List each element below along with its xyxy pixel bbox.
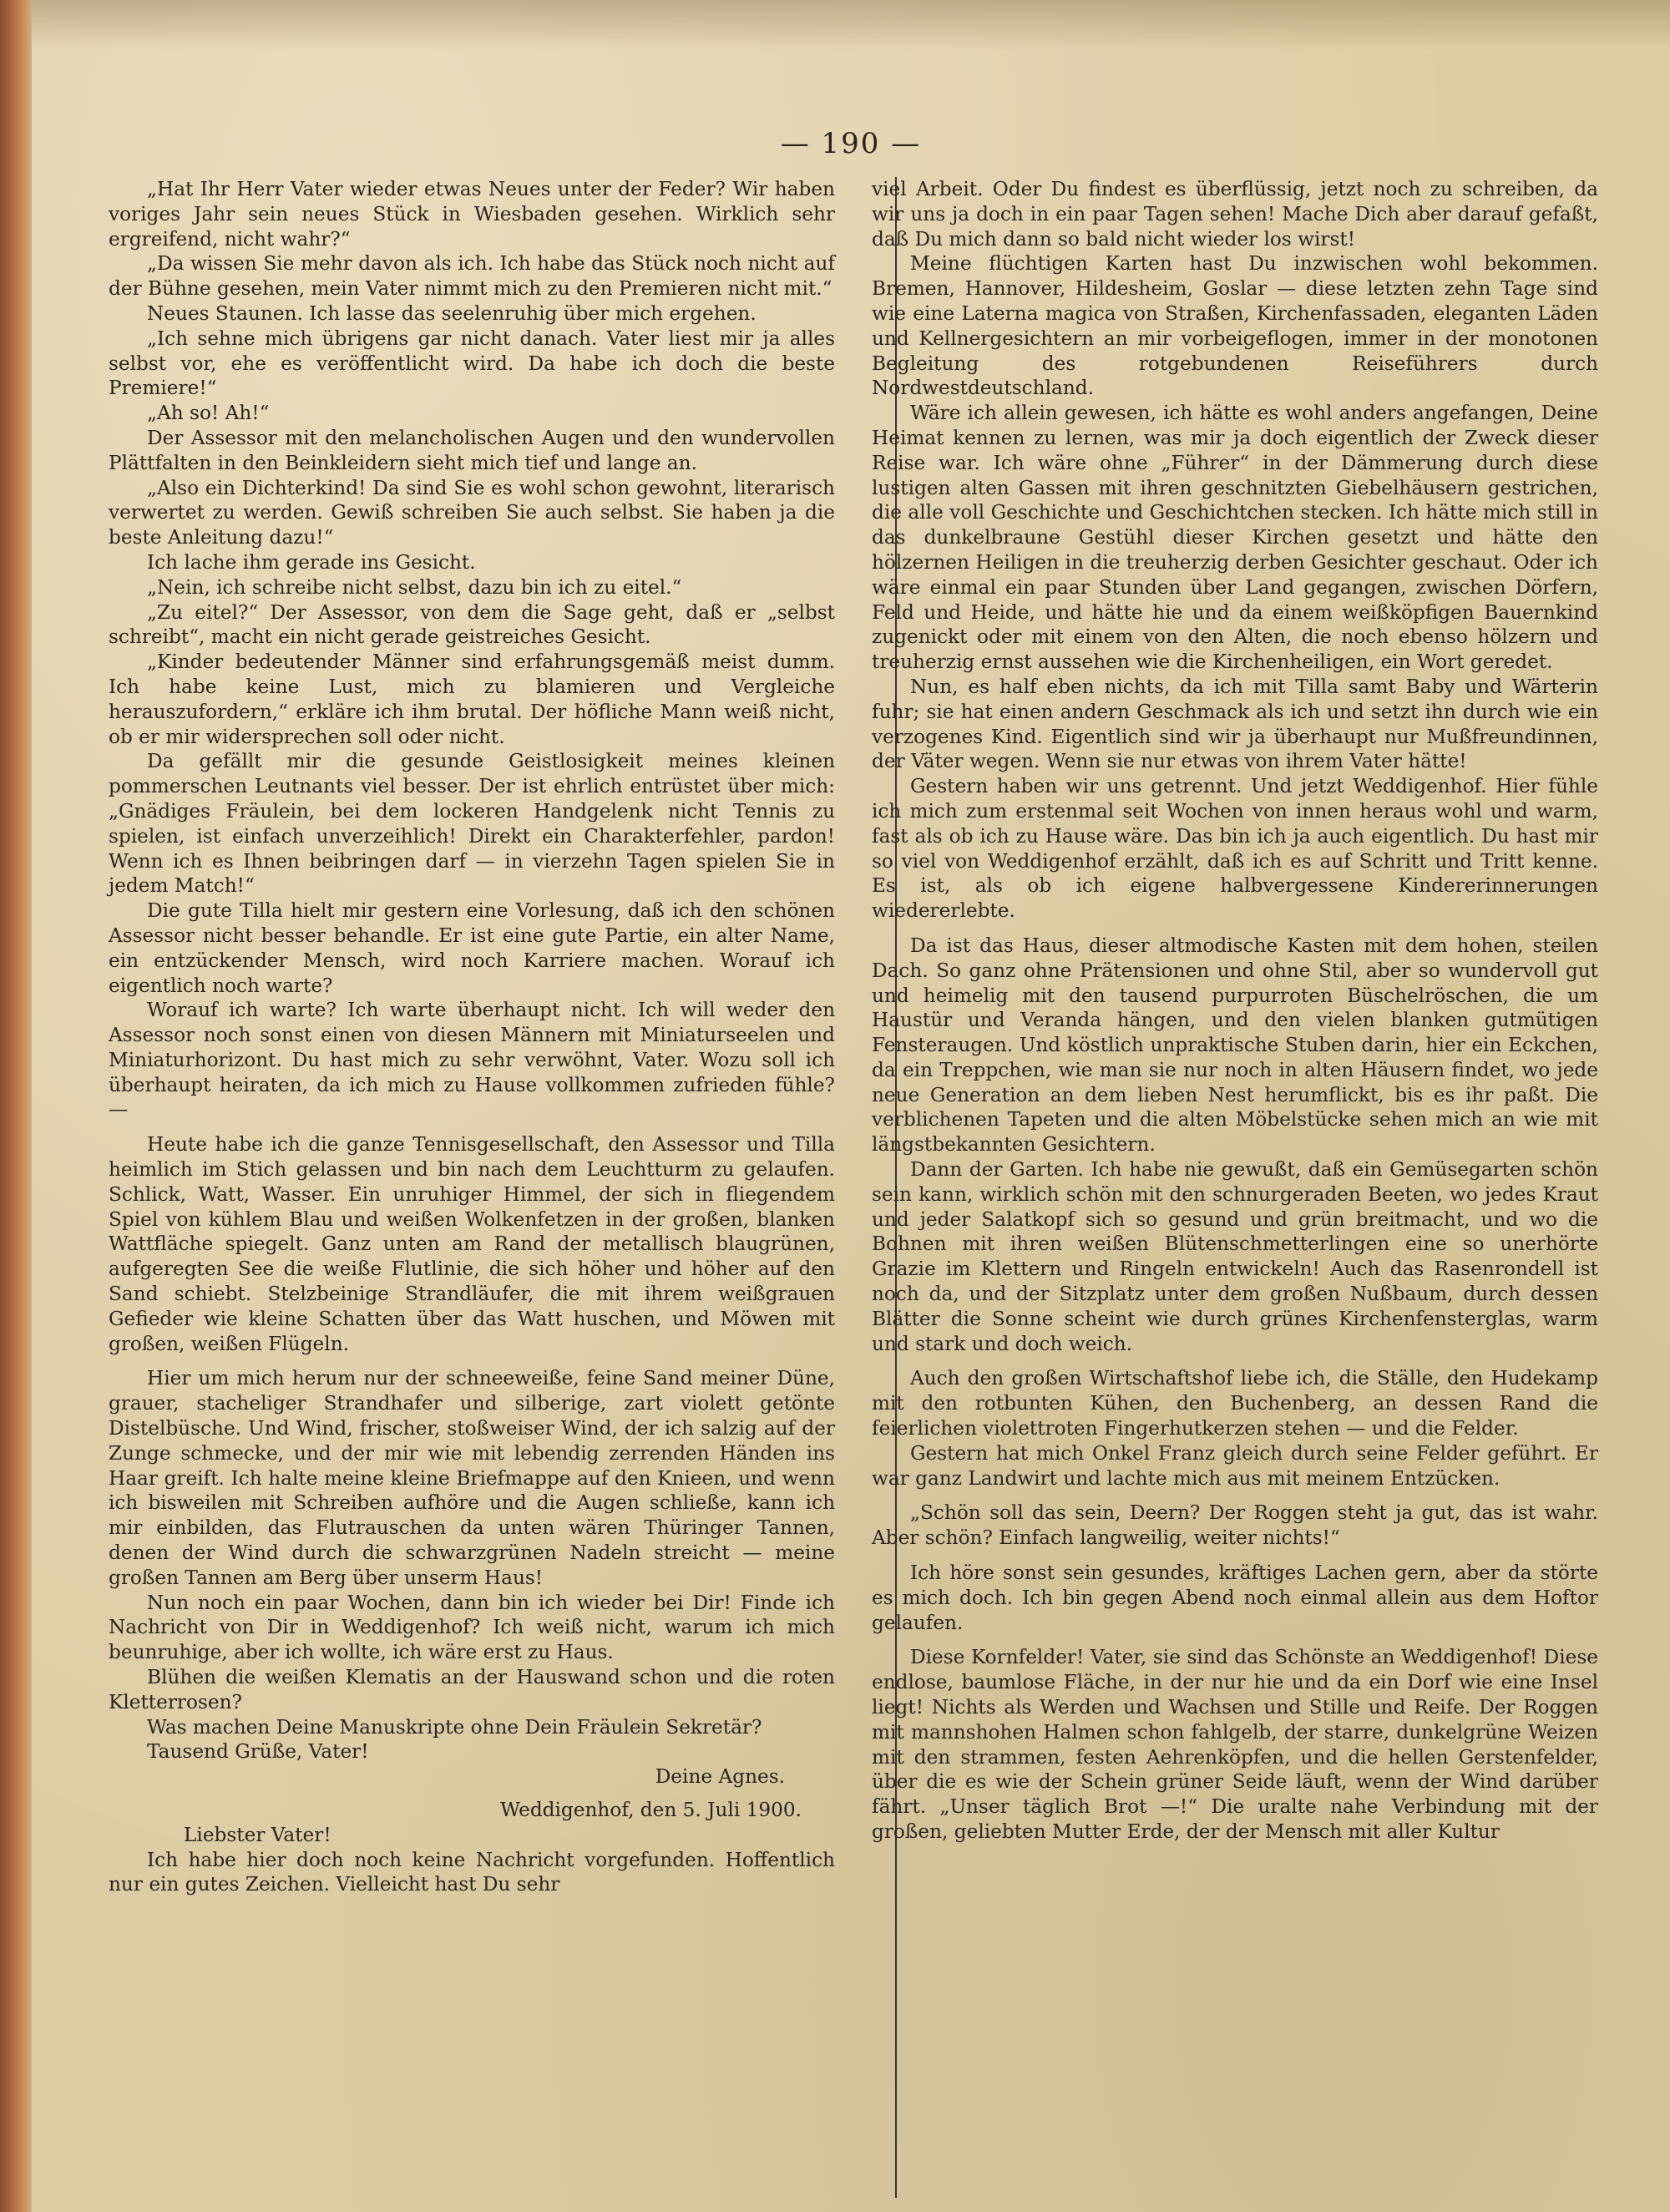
left-column-paragraph: Worauf ich warte? Ich warte überhaupt nicht. Ich will weder den Assessor noch sonst einen von diesen Männern mit Miniaturseelen und Miniaturhorizont. Du hast mich zu sehr verwöhnt, Vater. Wozu soll ich überhaupt heiraten, da ich mich zu Hause vollkommen zufrieden fühle? — — [109, 999, 835, 1121]
right-column-paragraph: Gestern hat mich Onkel Franz gleich durch seine Felder geführt. Er war ganz Landwirt und lachte mich aus mit meinem Entzücken. — [872, 1441, 1598, 1490]
right-column-paragraph: Gestern haben wir uns getrennt. Und jetzt Weddigenhof. Hier fühle ich mich zum erstenmal seit Wochen von innen heraus wohl und warm, fast als ob ich zu Hause wäre. Das bin ich ja auch eigentlich. Du hast mir so viel von Weddigenhof erzählt, daß ich es auf Schritt und Tritt kenne. Es ist, als ob ich eigene halbvergessene Kindererinnerungen wiedererlebte. — [872, 775, 1598, 923]
left-column-paragraph: Der Assessor mit den melancholischen Augen und den wundervollen Plättfalten in den Beinkleidern sieht mich tief und lange an. — [109, 426, 835, 474]
right-column-paragraph: viel Arbeit. Oder Du findest es überflüssig, jetzt noch zu schreiben, da wir uns ja doch in ein paar Tagen sehen! Mache Dich aber darauf gefaßt, daß Du mich dann so bald nicht wieder los wirst! — [872, 178, 1598, 251]
page-top-shadow — [32, 0, 1670, 50]
right-column-paragraph: Auch den großen Wirtschaftshof liebe ich, die Ställe, den Hudekamp mit den rotbunten Kühen, den Buchenberg, an dessen Rand die feierlichen violettroten Fingerhutkerzen stehen — und die Felder. — [872, 1367, 1598, 1440]
left-column-paragraph: Liebster Vater! — [184, 1823, 331, 1846]
left-column-paragraph: Deine Agnes. — [655, 1765, 785, 1789]
left-column-paragraph: Die gute Tilla hielt mir gestern eine Vorlesung, daß ich den schönen Assessor nicht besser behandle. Er ist eine gute Partie, ein alter Name, ein entzückender Mensch, wird noch Karriere machen. Worauf ich eigentlich noch warte? — [109, 899, 835, 997]
left-column-paragraph: „Da wissen Sie mehr davon als ich. Ich habe das Stück noch nicht auf der Bühne gesehen, mein Vater nimmt mich zu den Premieren nicht mit.“ — [109, 252, 835, 301]
right-column-paragraph: Da ist das Haus, dieser altmodische Kasten mit dem hohen, steilen Dach. So ganz ohne Prätensionen und ohne Stil, aber so wundervoll gut und heimelig mit den tausend purpurroten Büschelröschen, die um Haustür und Veranda hängen, und den vielen blanken gutmütigen Fensteraugen. Und köstlich unpraktische Stuben darin, hier ein Eckchen, da ein Treppchen, wie man sie nur noch in alten Häusern findet, wo jede neue Generation an dem lieben Nest herumflickt, bis es ihr paßt. Die verblichenen Tapeten und die alten Möbelstücke sehen mich an wie mit längstbekannten Gesichtern. — [872, 934, 1598, 1157]
left-column-paragraph: „Hat Ihr Herr Vater wieder etwas Neues unter der Feder? Wir haben voriges Jahr sein neues Stück in Wiesbaden gesehen. Wirklich sehr ergreifend, nicht wahr?“ — [109, 178, 835, 251]
right-column-paragraph: Nun, es half eben nichts, da ich mit Tilla samt Baby und Wärterin fuhr; sie hat einen andern Geschmack als ich und setzt ihn durch wie ein verzogenes Kind. Eigentlich sind wir ja überhaupt nur Mußfreundinnen, der Väter wegen. Wenn sie nur etwas von ihrem Vater hätte! — [872, 675, 1598, 773]
left-column-paragraph: „Zu eitel?“ Der Assessor, von dem die Sage geht, daß er „selbst schreibt“, macht ein nicht gerade geistreiches Gesicht. — [109, 600, 835, 649]
left-column-paragraph: „Ah so! Ah!“ — [147, 402, 270, 425]
book-binding-edge — [0, 0, 32, 2212]
left-column-paragraph: Nun noch ein paar Wochen, dann bin ich wieder bei Dir! Finde ich Nachricht von Dir in Weddigenhof? Ich weiß nicht, warum ich mich beunruhige, aber ich wollte, ich wäre erst zu Haus. — [109, 1591, 835, 1664]
right-column-paragraph: Diese Kornfelder! Vater, sie sind das Schönste an Weddigenhof! Diese endlose, baumlose Fläche, in der nur hie und da ein Dorf wie eine Insel liegt! Nichts als Werden und Wachsen und Stille und Reife. Der Roggen mit mannshohen Halmen schon fahlgelb, der starre, dunkelgrüne Weizen mit den strammen, festen Aehrenköpfen, und die hellen Gerstenfelder, über die es wie der Schein grüner Seide läuft, wenn der Wind darüber fährt. „Unser täglich Brot —!“ Die uralte nahe Verbindung mit der großen, geliebten Mutter Erde, der der Mensch mit aller Kultur — [872, 1646, 1598, 1843]
left-column-paragraph: Weddigenhof, den 5. Juli 1900. — [500, 1799, 802, 1821]
left-column-paragraph: „Ich sehne mich übrigens gar nicht danach. Vater liest mir ja alles selbst vor, ehe es veröffentlicht wird. Da habe ich doch die beste Premiere!“ — [109, 326, 835, 400]
page-number: — 190 — — [780, 127, 922, 160]
book-page — [32, 0, 1670, 2212]
left-column-paragraph: Ich habe hier doch noch keine Nachricht vorgefunden. Hoffentlich nur ein gutes Zeichen. Vielleicht hast Du sehr — [109, 1848, 835, 1896]
left-column — [109, 177, 835, 1897]
right-column-paragraph: Ich höre sonst sein gesundes, kräftiges Lachen gern, aber da störte es mich doch. Ich bin gegen Abend noch einmal allein aus dem Hoftor gelaufen. — [872, 1562, 1598, 1634]
left-column-paragraph: Neues Staunen. Ich lasse das seelenruhig über mich ergehen. — [147, 301, 757, 325]
left-column-paragraph: Da gefällt mir die gesunde Geistlosigkeit meines kleinen pommerschen Leutnants viel besser. Der ist ehrlich entrüstet über mich: „Gnädiges Fräulein, bei dem lockeren Handgelenk nicht Tennis zu spielen, ist einfach unverzeihlich! Direkt ein Charakterfehler, pardon! Wenn ich es Ihnen beibringen darf — in vierzehn Tagen spielen Sie in jedem Match!“ — [109, 750, 835, 898]
right-column — [872, 177, 1598, 1845]
left-column-paragraph: Heute habe ich die ganze Tennisgesellschaft, den Assessor und Tilla heimlich im Stich gelassen und bin nach dem Leuchtturm zu gelaufen. Schlick, Watt, Wasser. Ein unruhiger Himmel, der sich in fliegendem Spiel von kühlem Blau und weißen Wolkenfetzen in der großen, blanken Wattfläche spiegelt. Ganz unten am Rand der metallisch blaugrünen, aufgeregten See die weiße Flutlinie, die sich höher und höher auf den Sand schiebt. Stelzbeinige Strandläufer, die mit ihrem weißgrauen Gefieder wie kleine Schatten über das Watt huschen, und Möwen mit großen, weißen Flügeln. — [109, 1133, 835, 1355]
right-column-paragraph: „Schön soll das sein, Deern? Der Roggen steht ja gut, das ist wahr. Aber schön? Einfach langweilig, weiter nichts!“ — [872, 1501, 1598, 1550]
left-column-paragraph: Hier um mich herum nur der schneeweiße, feine Sand meiner Düne, grauer, stacheliger Strandhafer und silberige, zart violett getönte Distelbüsche. Und Wind, frischer, stoßweiser Wind, der ich salzig auf der Zunge schmecke, und der mir wie mit lebendig zerrenden Händen ins Haar greift. Ich halte meine kleine Briefmappe auf den Knieen, und wenn ich bisweilen mit Schreiben aufhöre und die Augen schließe, kann ich mir einbilden, das Flutrauschen da unten wären Thüringer Tannen, denen der Wind durch die schwarzgrünen Nadeln streicht — meine großen Tannen am Berg über unserm Haus! — [109, 1367, 835, 1589]
left-column-paragraph: Ich lache ihm gerade ins Gesicht. — [147, 550, 476, 574]
left-column-paragraph: Tausend Grüße, Vater! — [147, 1740, 369, 1764]
right-column-paragraph: Wäre ich allein gewesen, ich hätte es wohl anders angefangen, Deine Heimat kennen zu lernen, was mir ja doch eigentlich der Zweck dieser Reise war. Ich wäre ohne „Führer“ in der Dämmerung durch diese lustigen alten Gassen mit ihren geschnitzten Giebelhäusern gestrichen, die alle voll Geschichte und Geschichtchen stecken. Ich hätte mich still in das dunkelbraune Gestühl dieser Kirchen gesetzt und hätte den hölzernen Heiligen in die treuherzig derben Gesichter geschaut. Oder ich wäre einmal ein paar Stunden über Land gegangen, zwischen Dörfern, Feld und Heide, und hätte hie und da einem weißköpfigen Bauernkind zugenickt oder mit einem von den Alten, die noch ebenso hölzern und treuherzig ernst aussehen wie die Kirchenheiligen, ein Wort geredet. — [872, 402, 1598, 674]
right-column-paragraph: Meine flüchtigen Karten hast Du inzwischen wohl bekommen. Bremen, Hannover, Hildesheim, Goslar — diese letzten zehn Tage sind wie eine Laterna magica von Straßen, Kirchenfassaden, eleganten Läden und Kellnergesichtern an mir vorbeigeflogen, immer in der monotonen Begleitung des rotgebundenen Reiseführers durch Nordwestdeutschland. — [872, 252, 1598, 400]
right-column-paragraph: Dann der Garten. Ich habe nie gewußt, daß ein Gemüsegarten schön sein kann, wirklich schön mit den schnurgeraden Beeten, wo jedes Kraut und jeder Salatkopf sich so gesund und grün breitmacht, und wo die Bohnen mit ihren weißen Blütenschmetterlingen eine so unerhörte Grazie im Klettern und Ringeln entwickeln! Auch das Rasenrondell ist noch da, und der Sitzplatz unter dem großen Nußbaum, durch dessen Blätter die Sonne scheint wie durch grünes Kirchenfensterglas, warm und stark und doch weich. — [872, 1158, 1598, 1355]
left-column-paragraph: „Nein, ich schreibe nicht selbst, dazu bin ich zu eitel.“ — [147, 575, 682, 599]
left-column-paragraph: „Also ein Dichterkind! Da sind Sie es wohl schon gewohnt, literarisch verwertet zu werden. Gewiß schreiben Sie auch selbst. Sie haben ja die beste Anleitung dazu!“ — [109, 476, 835, 549]
left-column-paragraph: Was machen Deine Manuskripte ohne Dein Fräulein Sekretär? — [147, 1715, 762, 1739]
left-column-paragraph: „Kinder bedeutender Männer sind erfahrungsgemäß meist dumm. Ich habe keine Lust, mich zu blamieren und Vergleiche herauszufordern,“ erkläre ich ihm brutal. Der höfliche Mann weiß nicht, ob er mir widersprechen soll oder nicht. — [109, 650, 835, 748]
left-column-paragraph: Blühen die weißen Klematis an der Hauswand schon und die roten Kletterrosen? — [109, 1666, 835, 1713]
